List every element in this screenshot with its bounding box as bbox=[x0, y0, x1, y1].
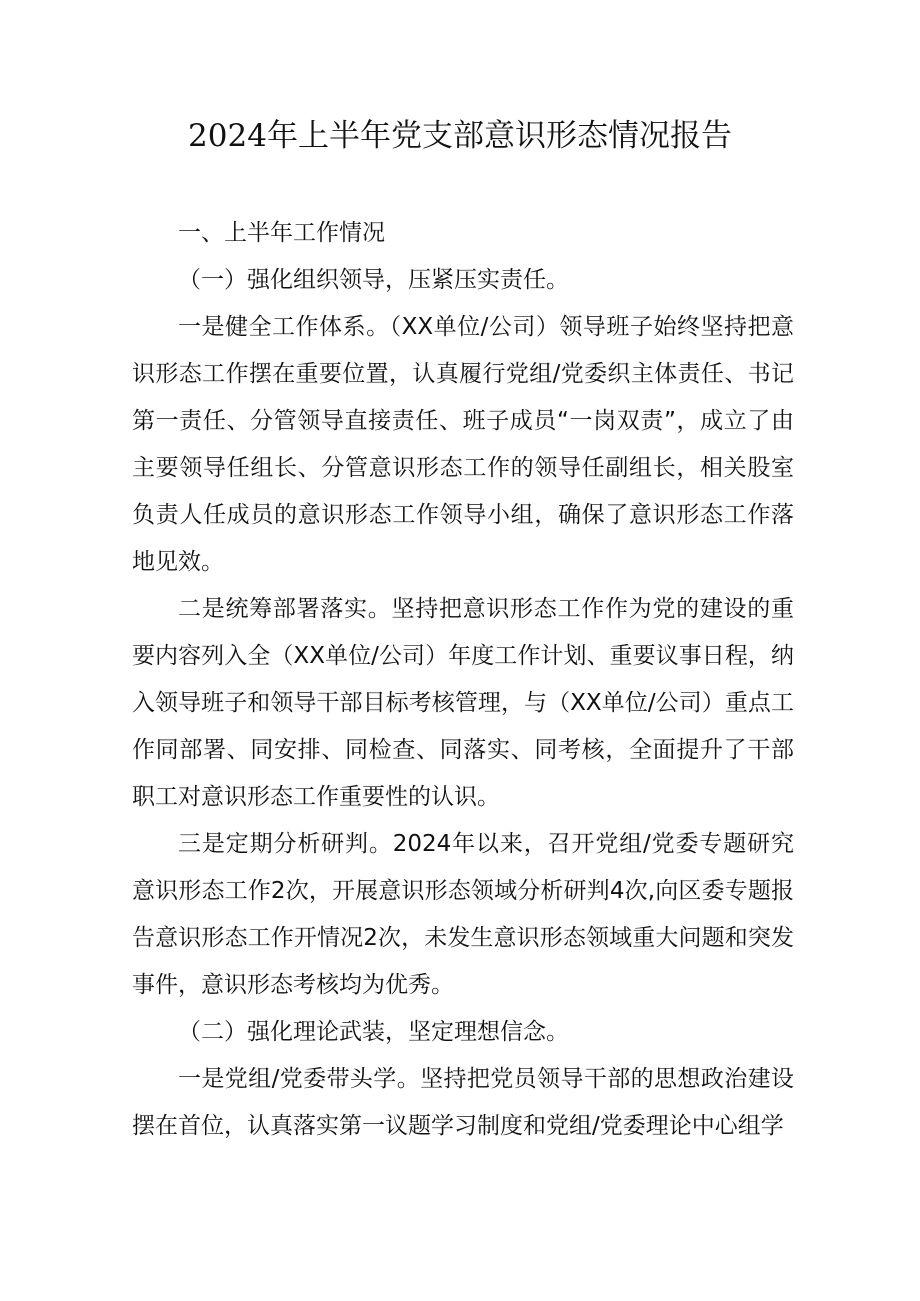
body-paragraph: 一是党组/党委带头学。坚持把党员领导干部的思想政治建设摆在首位，认真落实第一议题学习制度和党组/党委理论中心组学 bbox=[132, 1066, 794, 1139]
document-body bbox=[132, 210, 794, 1150]
section-heading: 一、上半年工作情况 bbox=[178, 220, 385, 246]
subsection-heading: （一）强化组织领导，压紧压实责任。 bbox=[178, 267, 569, 293]
body-paragraph: 二是统筹部署落实。坚持把意识形态工作作为党的建设的重要内容列入全（XX单位/公司）年度工作计划、重要议事日程，纳入领导班子和领导干部目标考核管理，与（XX单位/公司）重点工作同部署、同安排、同检查、同落实、同考核，全面提升了干部职工对意识形态工作重要性的认识。 bbox=[132, 596, 794, 810]
subsection-heading: （二）强化理论武装，坚定理想信念。 bbox=[178, 1019, 569, 1045]
body-paragraph: 一是健全工作体系。（XX单位/公司）领导班子始终坚持把意识形态工作摆在重要位置，认真履行党组/党委织主体责任、书记第一责任、分管领导直接责任、班子成员“一岗双责”，成立了由主要领导任组长、分管意识形态工作的领导任副组长，相关股室负责人任成员的意识形态工作领导小组，确保了意识形态工作落地见效。 bbox=[132, 314, 794, 575]
body-paragraph: 三是定期分析研判。2024年以来，召开党组/党委专题研究意识形态工作2次，开展意识形态领域分析研判4次,向区委专题报告意识形态工作开情况2次，未发生意识形态领域重大问题和突发事件，意识形态考核均为优秀。 bbox=[132, 831, 794, 998]
document-title: 2024年上半年党支部意识形态情况报告 bbox=[188, 118, 732, 154]
